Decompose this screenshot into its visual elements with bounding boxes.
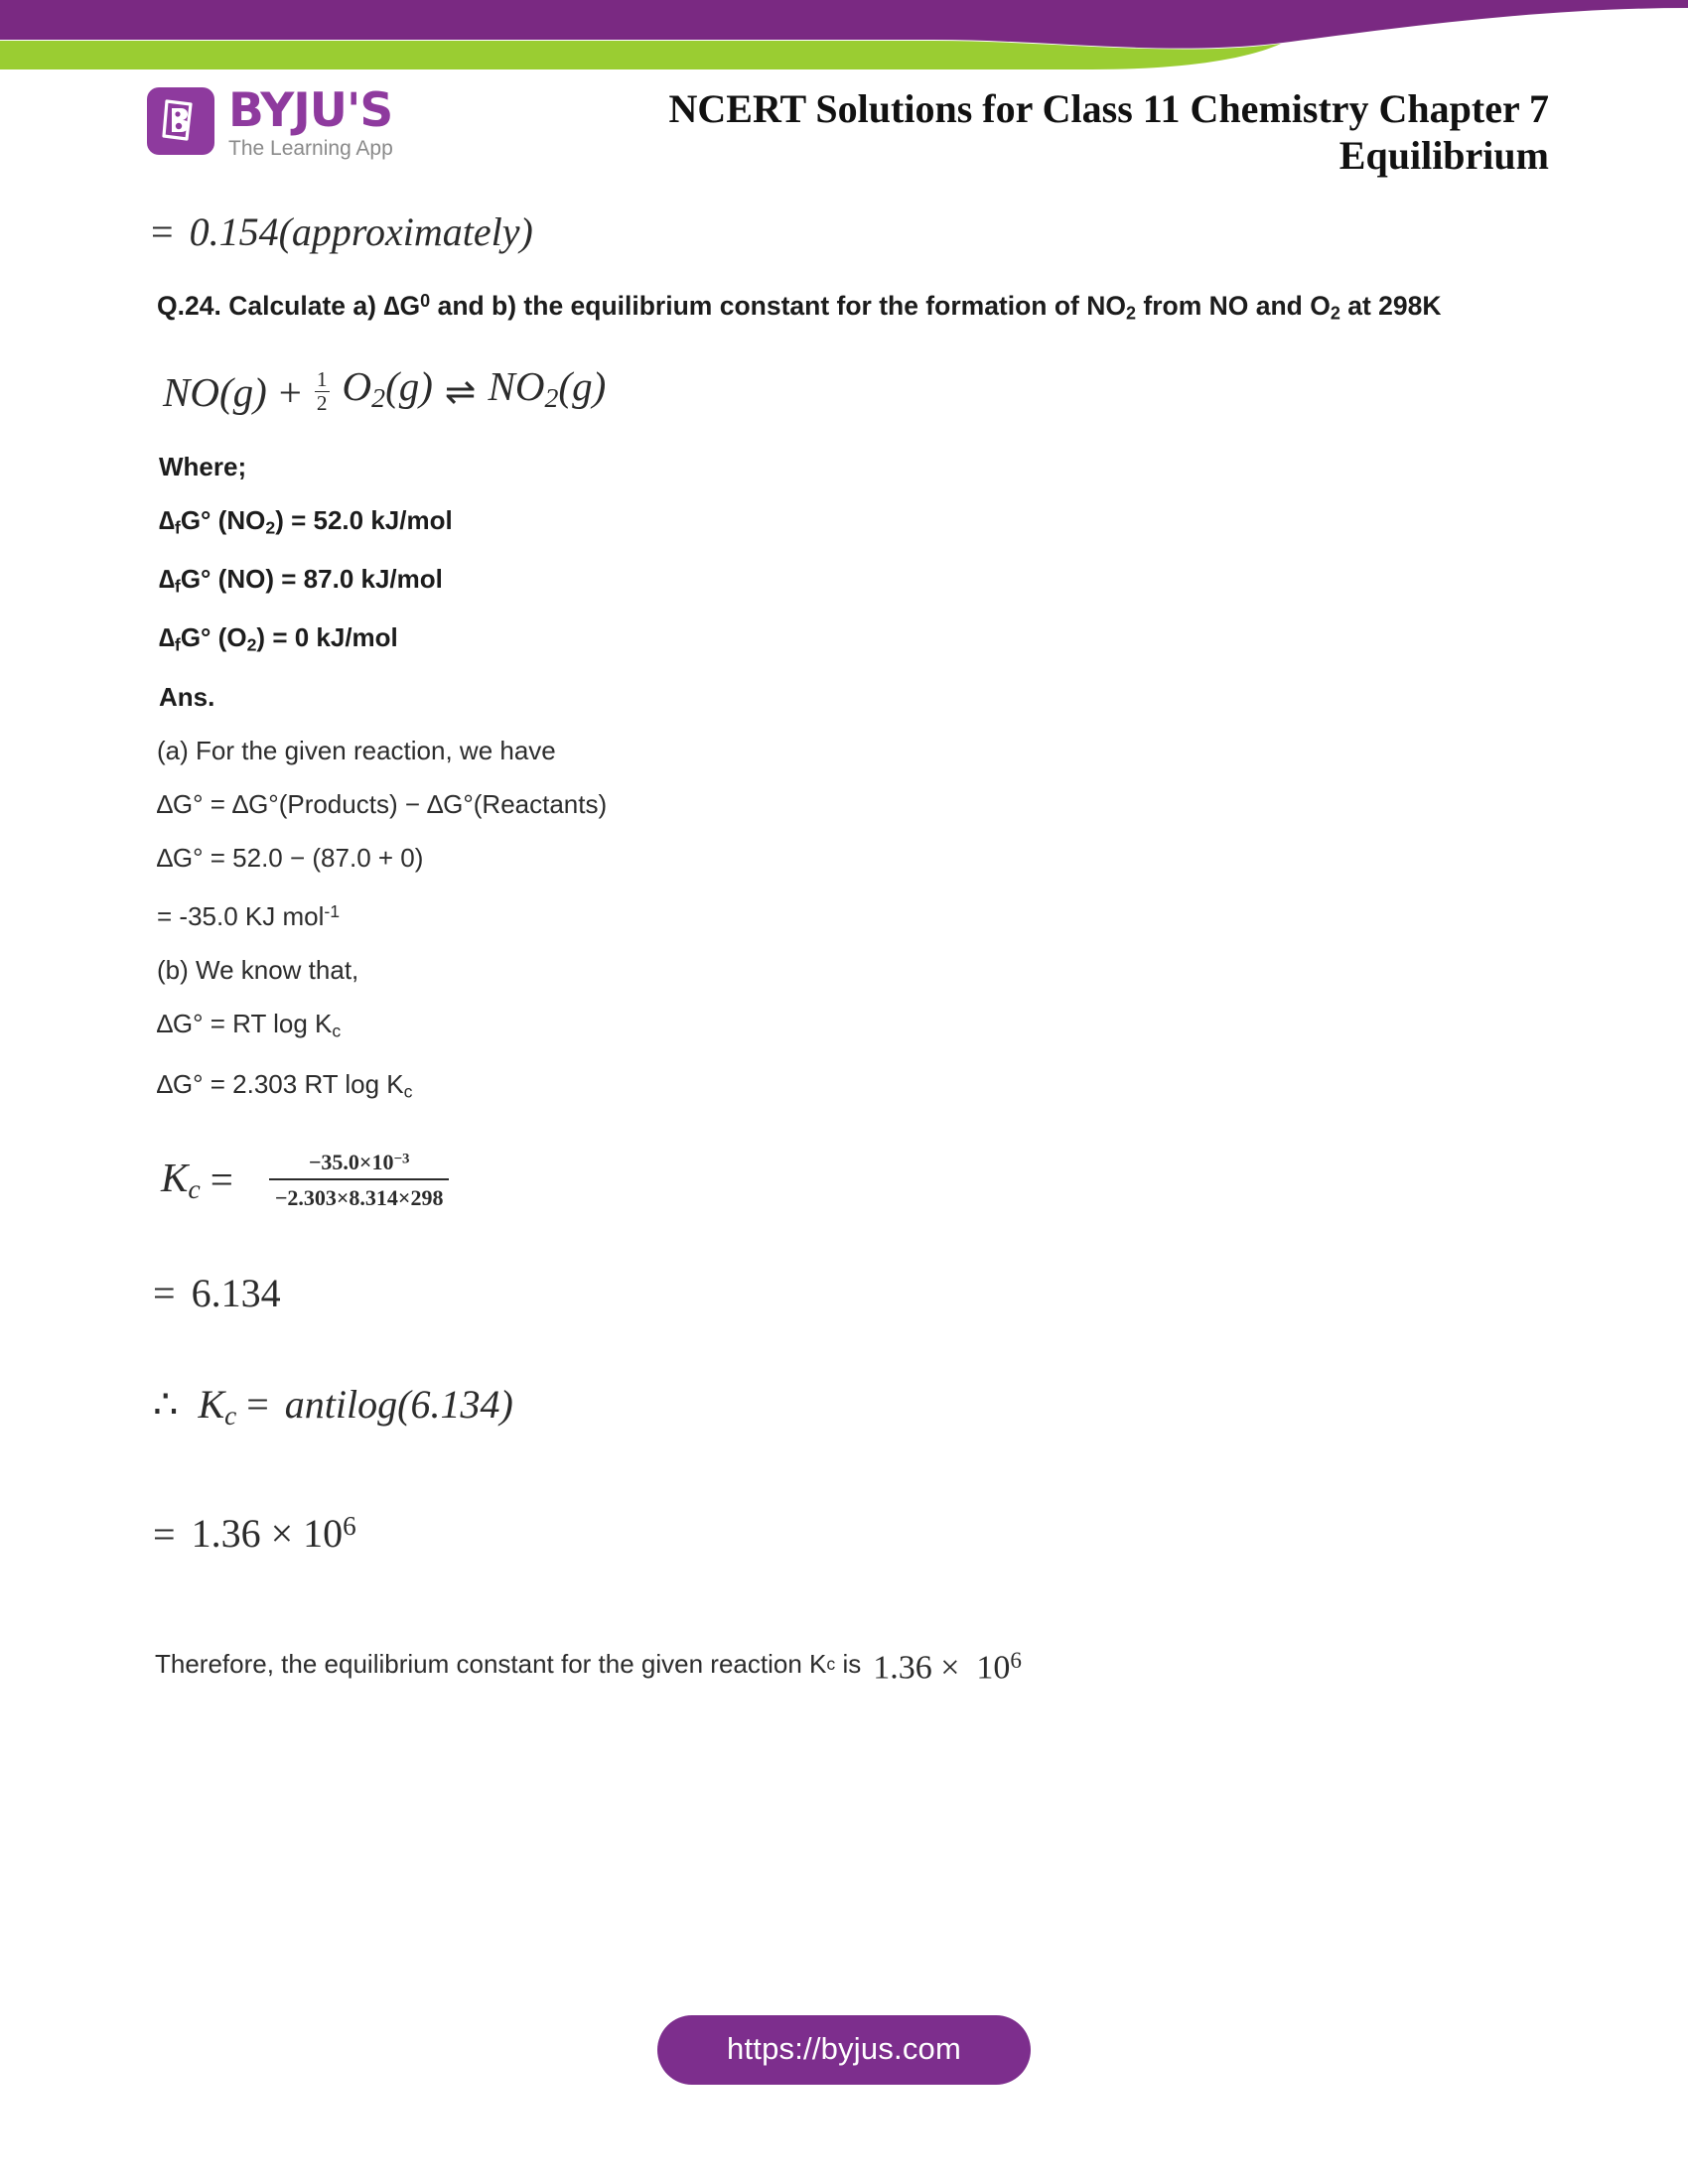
species-close: ) [256,622,266,653]
equilibrium-arrow-icon: ⇌ [444,371,477,414]
species-open: (NO [217,504,266,535]
logo-brand-text: BYJU'S [228,83,393,138]
conclusion-value [873,1644,1022,1685]
fraction-numerator: 1 [316,367,328,392]
no2-sub: 2 [544,382,559,414]
question-mid-text2: from NO and O [1143,291,1331,322]
step-a1: ∆G° = ∆G°(Products) − ∆G°(Reactants) [157,788,608,819]
f-subscript: f [174,516,181,537]
power-base: 10 [976,1649,1011,1687]
header-decorative-bands [0,0,1688,69]
kc-subscript: c [403,1081,413,1102]
given-value: 87.0 kJ/mol [303,563,443,594]
byjus-logo [147,83,393,161]
reactant-no: NO(g) [163,369,267,416]
equals-sign: = [272,622,288,653]
given-value-o2 [149,621,1559,660]
mantissa: 1.36 [191,1511,261,1557]
kc-symbol [198,1381,237,1431]
step-a3-base: = -35.0 KJ mol [157,900,325,931]
fraction-denominator: 2 [316,390,328,415]
f-subscript: f [174,576,181,597]
question-end-text: at 298K [1347,291,1442,322]
plus-sign: + [278,369,302,416]
fraction-numerator [303,1148,416,1178]
document-content [149,208,1559,1685]
step-b1 [149,1008,1559,1046]
c-subscript: c [224,1400,237,1431]
purple-band-shape [0,0,1688,49]
previous-result-value: 0.154(approximately) [189,209,533,254]
no2-subscript: 2 [1125,303,1137,324]
byjus-b-logo-icon [147,87,214,155]
o2-sub: 2 [371,382,386,414]
step-b2 [149,1068,1559,1107]
question-mid-text: and b) the equilibrium constant for the formation of NO [437,291,1126,322]
step-a3-superscript: -1 [324,900,341,921]
given-value-no2 [149,504,1559,543]
conclusion-before: Therefore, the equilibrium constant for the given reaction K [155,1649,827,1680]
equals-sign: = [210,1157,233,1203]
kc-subscript: c [826,1654,836,1675]
numerator-base: −35.0×10 [308,1149,394,1174]
equals-sign: = [246,1381,269,1427]
kc-fraction-equation [149,1148,1559,1212]
answer-label: Ans. [159,681,215,712]
o2-subscript: 2 [1330,303,1340,324]
power-exponent: 6 [1010,1647,1022,1674]
product-no2 [489,360,607,425]
equals-sign: = [291,504,307,535]
footer-url-button[interactable] [657,2015,1031,2085]
where-label: Where; [159,451,247,481]
c-subscript: c [188,1173,201,1205]
log-value: 6.134 [191,1270,281,1315]
delta-symbol: ∆ [159,563,175,594]
page-title-line1: NCERT Solutions for Class 11 Chemistry Chapter 7 [668,86,1549,131]
delta-g-symbol: ∆G [383,291,421,322]
half-fraction [315,368,330,414]
mantissa: 1.36 [873,1649,932,1687]
no2-base: NO [488,362,545,409]
delta-symbol: ∆ [159,622,175,653]
conclusion-text [149,1644,1559,1685]
equals-sign: = [153,1270,176,1315]
g-standard-symbol: G° [180,504,211,535]
species-close: ) [265,563,275,594]
numerator-exponent: −3 [393,1150,410,1166]
step-a3 [149,895,1559,932]
species-open: (O [217,622,247,653]
delta-g-superscript: 0 [420,291,431,311]
g-standard-symbol: G° [180,622,211,653]
reactant-o2 [343,360,433,425]
given-value: 0 kJ/mol [294,622,398,653]
o2-state: (g) [385,362,433,409]
question-number: Q.24. [157,291,221,322]
chemical-reaction-equation [149,360,1559,425]
kc-log-result [149,1270,1559,1317]
given-value: 52.0 kJ/mol [313,504,453,535]
fraction-denominator: −2.303×8.314×298 [269,1178,450,1212]
species-close: ) [275,504,284,535]
species-subscript: 2 [246,634,257,655]
page-title [669,85,1549,179]
times-sign: × [270,1511,294,1557]
k-letter: K [161,1154,189,1200]
f-subscript: f [174,634,181,655]
g-standard-symbol: G° [180,563,211,594]
species-subscript: 2 [265,516,276,537]
k-letter: K [198,1381,225,1427]
question-part-a: Calculate a) [228,291,376,322]
o2-base: O [342,362,372,409]
equals-sign: = [151,209,174,254]
footer-url-text: https://byjus.com [727,2031,961,2066]
part-b-intro: (b) We know that, [157,954,359,985]
kc-symbol [161,1154,201,1206]
delta-symbol: ∆ [159,504,175,535]
green-band-shape [0,41,1281,69]
species-open: (NO [217,563,266,594]
antilog-expression: antilog(6.134) [284,1381,513,1427]
page-title-line2: Equilibrium [1338,133,1549,178]
logo-tagline-text: The Learning App [228,137,393,160]
equals-sign: = [153,1511,176,1557]
kc-subscript: c [332,1021,342,1041]
fraction [269,1148,450,1212]
step-b1-base: ∆G° = RT log K [157,1008,333,1038]
part-a-intro: (a) For the given reaction, we have [157,735,556,765]
therefore-symbol: ∴ [153,1381,179,1427]
question-text [149,284,1559,331]
step-b2-base: ∆G° = 2.303 RT log K [157,1069,404,1100]
kc-final-value [149,1502,1559,1558]
times-sign: × [940,1649,960,1687]
equals-sign: = [281,563,297,594]
power-exponent: 6 [343,1511,356,1542]
step-a2: ∆G° = 52.0 − (87.0 + 0) [157,842,424,873]
kc-antilog-line [149,1381,1559,1439]
no2-state: (g) [558,362,607,409]
power-base: 10 [303,1511,344,1557]
conclusion-after: is [842,1649,862,1680]
previous-result-line [149,208,1559,256]
given-value-no [149,563,1559,602]
